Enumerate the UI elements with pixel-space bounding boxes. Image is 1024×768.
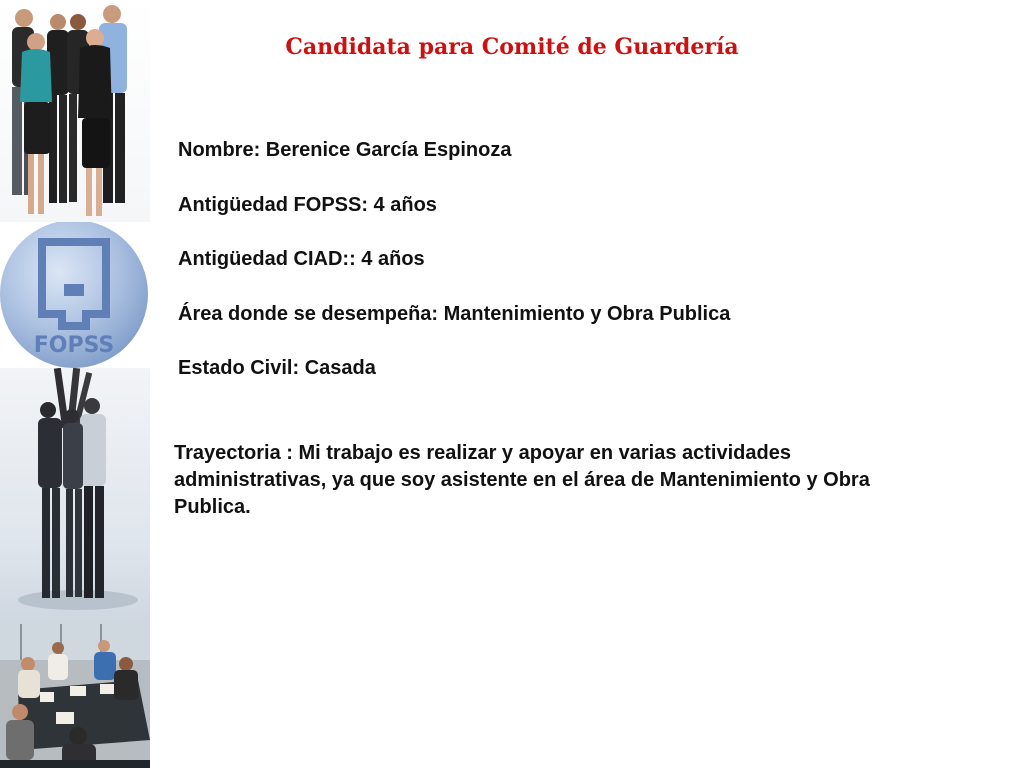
meeting-photo [0, 620, 150, 768]
info-area: Área donde se desempeña: Mantenimiento y Obra Publica [178, 302, 731, 325]
info-nombre: Nombre: Berenice García Espinoza [178, 139, 512, 161]
info-antiguedad-ciad: Antigüedad CIAD:: 4 años [178, 248, 425, 270]
fopss-logo [0, 222, 150, 368]
business-people-photo [0, 0, 150, 222]
info-antiguedad-fopss: Antigüedad FOPSS: 4 años [178, 193, 437, 216]
info-estado-civil: Estado Civil: Casada [178, 357, 376, 379]
slide-title: Candidata para Comité de Guardería [285, 34, 739, 60]
logo-text: FOPSS [33, 333, 115, 358]
candidate-info-list [178, 137, 958, 410]
sidebar-images [0, 0, 150, 768]
trayectoria-text: Trayectoria : Mi trabajo es realizar y apoyar en varias actividades administrativas, ya que soy asistente en el área de Mantenimiento y Obra Publica. [174, 442, 870, 518]
teamwork-photo [0, 368, 150, 620]
